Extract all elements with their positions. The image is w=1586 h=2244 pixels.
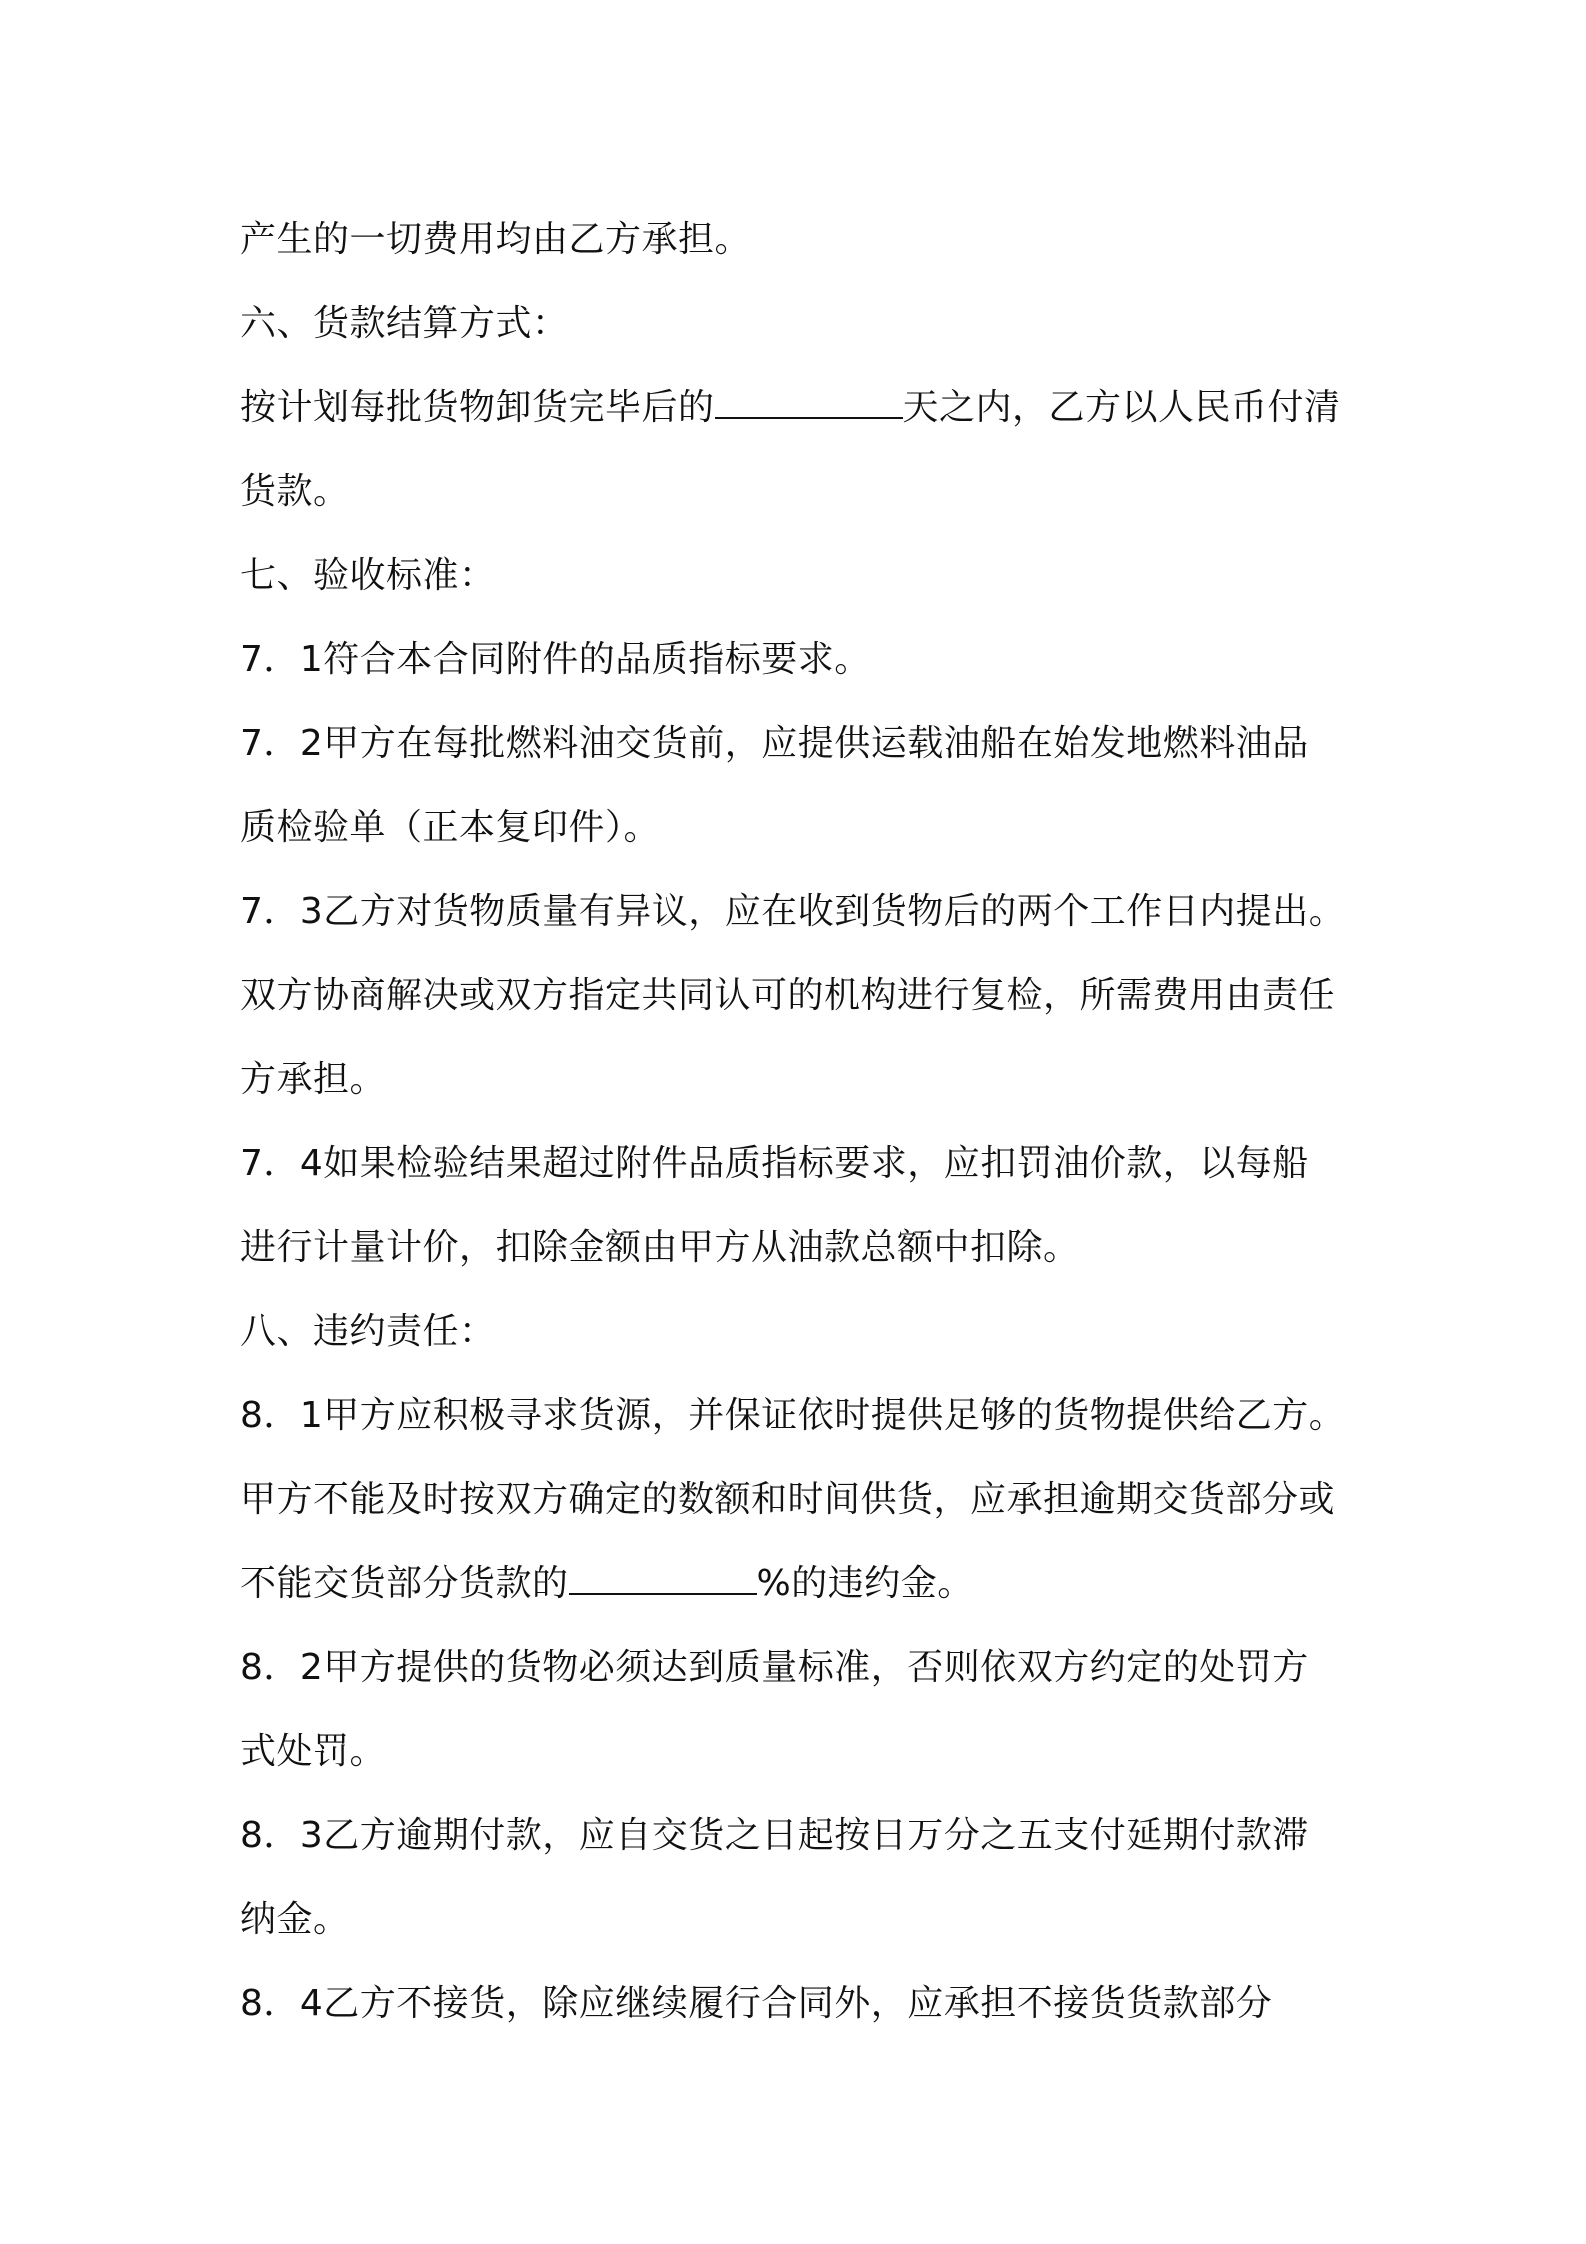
document-body [240,198,1370,2046]
paragraph-line: 货款。 [240,471,350,512]
line-text-before: 按计划每批货物卸货完毕后的 [240,387,715,428]
fill-in-blank-days[interactable] [715,387,903,419]
line-text-after: 天之内，乙方以人民币付清 [902,387,1341,428]
fill-in-blank-percent[interactable] [569,1563,757,1595]
paragraph-line: 进行计量计价，扣除金额由甲方从油款总额中扣除。 [240,1227,1080,1268]
section-heading-6: 六、货款结算方式： [240,303,569,344]
paragraph-line: 甲方不能及时按双方确定的数额和时间供货，应承担逾期交货部分或 [240,1479,1336,1520]
section-heading-7: 七、验收标准： [240,555,496,596]
clause-8-2: 8．2甲方提供的货物必须达到质量标准，否则依双方约定的处罚方 [240,1647,1309,1688]
clause-8-1: 8．1甲方应积极寻求货源，并保证依时提供足够的货物提供给乙方。 [240,1395,1346,1436]
line-text-after: %的违约金。 [756,1563,974,1604]
paragraph-line: 双方协商解决或双方指定共同认可的机构进行复检，所需费用由责任 [240,975,1336,1016]
clause-8-4: 8．4乙方不接货，除应继续履行合同外，应承担不接货货款部分 [240,1983,1273,2024]
line-text-before: 不能交货部分货款的 [240,1563,569,1604]
paragraph-line: 方承担。 [240,1059,387,1100]
clause-7-1: 7．1符合本合同附件的品质指标要求。 [240,639,871,680]
section-heading-8: 八、违约责任： [240,1311,496,1352]
clause-7-2: 7．2甲方在每批燃料油交货前，应提供运载油船在始发地燃料油品 [240,723,1309,764]
clause-8-3: 8．3乙方逾期付款，应自交货之日起按日万分之五支付延期付款滞 [240,1815,1309,1856]
paragraph-line: 质检验单（正本复印件）。 [240,807,661,848]
paragraph-line: 纳金。 [240,1899,350,1940]
clause-7-3: 7．3乙方对货物质量有异议，应在收到货物后的两个工作日内提出。 [240,891,1346,932]
paragraph-line-with-blank [240,1542,1370,1626]
clause-7-4: 7．4如果检验结果超过附件品质指标要求，应扣罚油价款，以每船 [240,1143,1309,1184]
paragraph-line-with-blank [240,366,1370,450]
paragraph-line: 式处罚。 [240,1731,387,1772]
paragraph-line: 产生的一切费用均由乙方承担。 [240,219,752,260]
